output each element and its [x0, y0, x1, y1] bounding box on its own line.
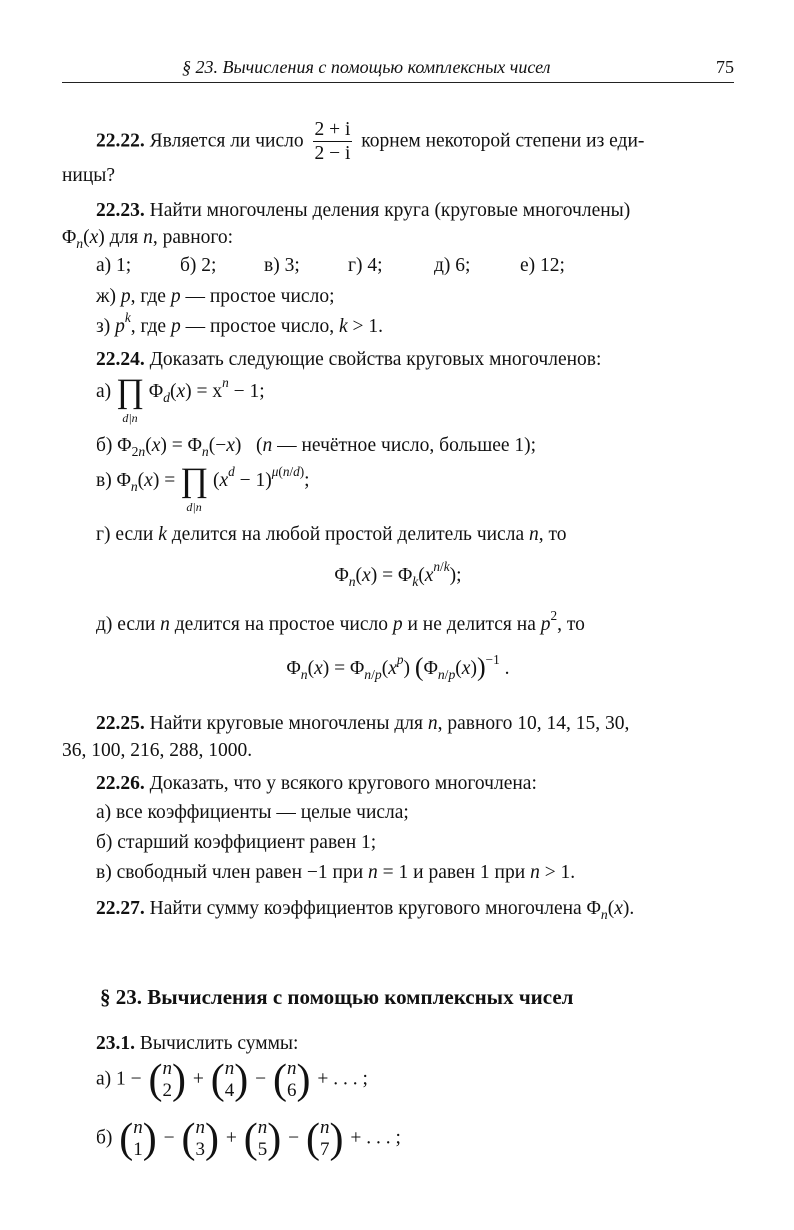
- formula-g: $\Phi_n(x) = \Phi_k(x^{n/k})$;: [334, 559, 462, 589]
- problem-22-25: 22.25. Найти круговые многочлены для n, равного 10, 14, 15, 30,: [96, 713, 630, 734]
- item-b: б) старший коэффициент равен 1;: [96, 832, 377, 853]
- problem-22-26: 22.26. Доказать, что у всякого кругового многочлена:: [96, 773, 537, 794]
- problem-number: 23.1.: [96, 1033, 135, 1054]
- problem-text: Доказать следующие свойства круговых многочленов:: [149, 349, 602, 370]
- item-d: д) если n делится на простое число p и не делится на $p^2$, то: [96, 608, 585, 635]
- product-symbol: ∏ d|n: [180, 462, 209, 514]
- problem-number: 22.25.: [96, 713, 145, 734]
- fraction: $\frac{2 + i}{2 - i}$: [314, 119, 351, 165]
- options-row: а) 1; б) 2; в) 3; г) 4; д) 6; е) 12;: [96, 255, 565, 276]
- problem-text-line: $\Phi_n(x)$ для n, равного:: [62, 227, 234, 251]
- problem-text-line: ницы?: [62, 165, 116, 186]
- problem-23-1: 23.1. Вычислить суммы:: [96, 1033, 299, 1054]
- item-zh: ж) p, где p — простое число;: [96, 286, 335, 307]
- item-g: г) если k делится на любой простой делитель числа n, то: [96, 524, 567, 545]
- product-symbol: ∏ d|n: [116, 373, 145, 425]
- running-header: [62, 56, 734, 83]
- item-v: в) $\Phi_n(x)$ = ∏ d|n $(x^d - 1)^{\mu(n/d)}$;: [96, 462, 310, 514]
- problem-22-23: [62, 198, 734, 223]
- formula-d: $\Phi_n(x) = \Phi_{n/p}(x^p)$ $(\Phi_{n/p}(x))^{-1}$ .: [286, 652, 510, 682]
- item-b: б) $\Phi_{2n}(x) = \Phi_n(-x)$ (n — нечётное число, большее 1);: [96, 435, 537, 459]
- problem-text: Найти многочлены деления круга (круговые многочлены): [149, 200, 631, 221]
- item-v: в) свободный член равен −1 при n = 1 и равен 1 при n > 1.: [96, 862, 576, 883]
- item-a: а) ∏ d|n $\Phi_d(x) = x^n - 1$;: [96, 373, 265, 425]
- item-a: а) 1 − ( n 2 ) + ( n 4 ) − ( n 6 ) + . . . ;: [96, 1056, 368, 1103]
- section-heading: § 23. Вычисления с помощью комплексных чисел: [100, 985, 574, 1009]
- item-a: а) все коэффициенты — целые числа;: [96, 802, 409, 823]
- problem-22-24: [62, 347, 734, 372]
- problem-number: 22.22.: [96, 130, 145, 152]
- item-b: б) ( n 1 ) − ( n 3 ) + ( n 5 ) − ( n 7 ) + . . . ;: [96, 1115, 401, 1162]
- problem-number: 22.27.: [96, 898, 145, 919]
- header-title: § 23. Вычисления с помощью комплексных чисел: [182, 57, 551, 77]
- problem-22-22: [62, 118, 734, 166]
- item-z: з) $p^k$, где p — простое число, k > 1.: [96, 310, 383, 337]
- problem-number: 22.23.: [96, 200, 145, 221]
- problem-text-line: 36, 100, 216, 288, 1000.: [62, 740, 253, 761]
- problem-number: 22.24.: [96, 349, 145, 370]
- problem-number: 22.26.: [96, 773, 145, 794]
- page-number: 75: [716, 57, 734, 77]
- problem-text: корнем некоторой степени из еди-: [361, 130, 645, 152]
- problem-text: Является ли число: [149, 130, 304, 152]
- problem-22-27: 22.27. Найти сумму коэффициентов кругового многочлена $\Phi_n(x)$.: [96, 898, 635, 922]
